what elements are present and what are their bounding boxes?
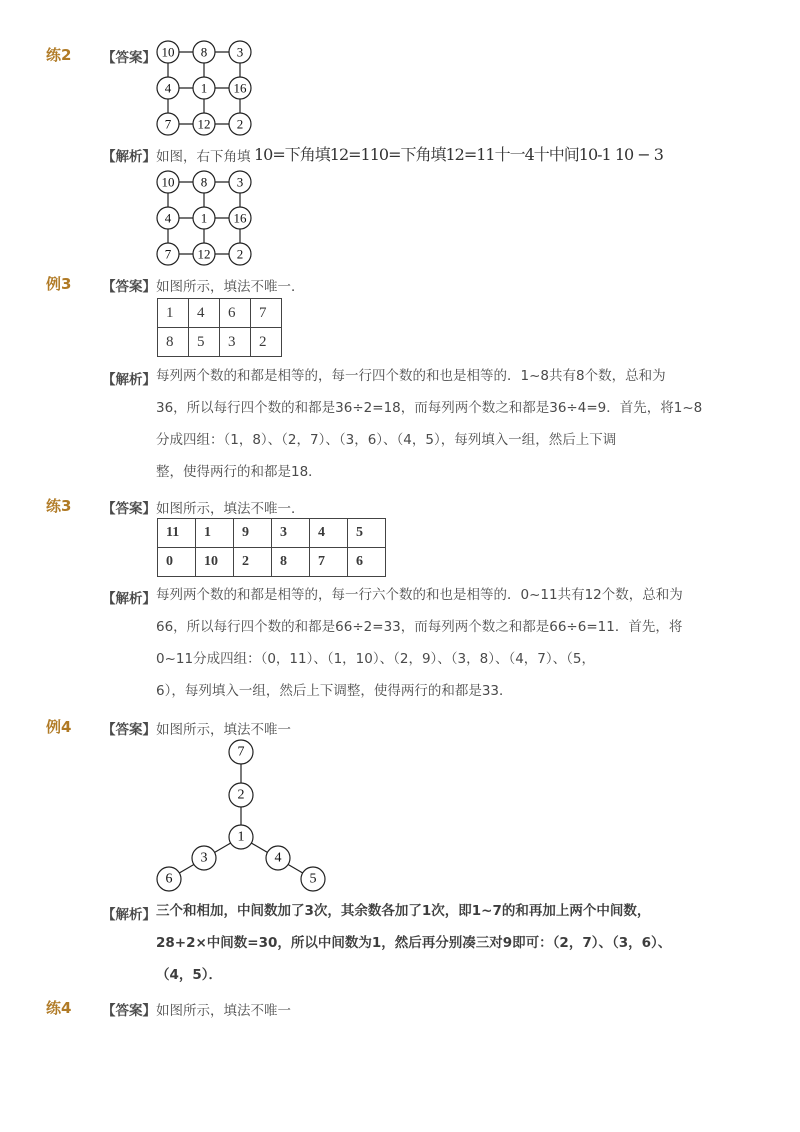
grid-cell: 10 xyxy=(161,44,175,60)
table-cell: 1 xyxy=(196,519,234,548)
question-label-lian3: 练3 xyxy=(46,497,72,515)
analysis-text: 如图，右下角填 xyxy=(156,149,251,165)
grid-cell: 3 xyxy=(236,174,244,190)
table-cell: 6 xyxy=(220,299,251,328)
table-cell: 7 xyxy=(310,548,348,577)
analysis-tag: 【解析】 xyxy=(102,591,156,607)
analysis-tag: 【解析】 xyxy=(102,372,156,388)
tree-node: 6 xyxy=(165,871,173,887)
circle-grid-answer xyxy=(152,36,256,140)
table-cell: 3 xyxy=(272,519,310,548)
grid-cell: 4 xyxy=(164,80,172,96)
grid-cell: 8 xyxy=(200,44,208,60)
analysis-line: 6），每列填入一组，然后上下调整，使得两行的和都是33． xyxy=(156,683,513,699)
grid-cell: 1 xyxy=(200,80,208,96)
analysis-line: 66，所以每行四个数的和都是66÷2=33，而每列两个数之和都是66÷6=11．首先，将 xyxy=(156,619,683,635)
table-cell: 2 xyxy=(234,548,272,577)
answer-text: 如图所示，填法不唯一 xyxy=(156,722,291,738)
analysis-line: 分成四组：（1，8）、（2，7）、（3，6）、（4，5），每列填入一组，然后上下调 xyxy=(156,432,617,448)
grid-cell: 8 xyxy=(200,174,208,190)
answer-table xyxy=(157,518,386,577)
table-cell: 5 xyxy=(348,519,386,548)
grid-cell: 2 xyxy=(236,246,244,262)
grid-cell: 10 xyxy=(161,174,175,190)
grid-cell: 12 xyxy=(197,246,211,262)
table-cell: 8 xyxy=(272,548,310,577)
answer-text: 如图所示，填法不唯一． xyxy=(156,501,305,517)
table-cell: 2 xyxy=(251,328,282,357)
tree-node: 3 xyxy=(200,850,208,866)
table-cell: 5 xyxy=(189,328,220,357)
grid-cell: 16 xyxy=(233,80,247,96)
tree-node: 5 xyxy=(309,871,317,887)
answer-table xyxy=(157,298,282,357)
table-cell: 7 xyxy=(251,299,282,328)
analysis-paragraph xyxy=(156,579,716,707)
answer-tag: 【答案】 xyxy=(102,722,156,738)
grid-cell: 16 xyxy=(233,210,247,226)
question-label-lian4: 练4 xyxy=(46,999,72,1017)
analysis-line: 0~11分成四组：（0，11）、（1，10）、（2，9）、（3，8）、（4，7）、（5， xyxy=(156,651,595,667)
analysis-math-overlap: 10=下角填12=110=下角填12=11十一4十中间10-1 10 − 3 xyxy=(254,145,663,164)
answer-tag: 【答案】 xyxy=(102,50,156,66)
circle-grid-analysis xyxy=(152,166,256,270)
table-cell: 4 xyxy=(189,299,220,328)
tree-node: 2 xyxy=(237,787,245,803)
grid-cell: 7 xyxy=(164,246,172,262)
table-cell: 11 xyxy=(158,519,196,548)
answer-tag: 【答案】 xyxy=(102,1003,156,1019)
answer-tag: 【答案】 xyxy=(102,501,156,517)
grid-cell: 1 xyxy=(200,210,208,226)
question-label-li3: 例3 xyxy=(46,275,72,293)
question-label-li4: 例4 xyxy=(46,718,72,736)
tree-node: 7 xyxy=(237,744,245,760)
answer-tag: 【答案】 xyxy=(102,279,156,295)
table-cell: 4 xyxy=(310,519,348,548)
analysis-line: 28+2×中间数=30，所以中间数为1，然后再分别凑三对9即可：（2，7）、（3，6）、 xyxy=(156,935,672,951)
grid-cell: 4 xyxy=(164,210,172,226)
tree-node: 4 xyxy=(274,850,282,866)
table-cell: 6 xyxy=(348,548,386,577)
analysis-tag: 【解析】 xyxy=(102,907,156,923)
analysis-line: 每列两个数的和都是相等的，每一行四个数的和也是相等的．1~8共有8个数，总和为 xyxy=(156,368,666,384)
y-shape-tree-diagram xyxy=(150,735,340,897)
table-cell: 8 xyxy=(158,328,189,357)
grid-cell: 7 xyxy=(164,116,172,132)
analysis-line: 36，所以每行四个数的和都是36÷2=18，而每列两个数之和都是36÷4=9．首先，将1~8 xyxy=(156,400,703,416)
question-label-lian2: 练2 xyxy=(46,46,72,64)
analysis-tag: 【解析】 xyxy=(102,149,156,165)
analysis-paragraph xyxy=(156,360,716,488)
table-cell: 10 xyxy=(196,548,234,577)
analysis-line: 三个和相加，中间数加了3次，其余数各加了1次，即1~7的和再加上两个中间数， xyxy=(156,903,651,919)
table-cell: 9 xyxy=(234,519,272,548)
analysis-paragraph xyxy=(156,895,726,991)
grid-cell: 2 xyxy=(236,116,244,132)
analysis-line: 每列两个数的和都是相等的，每一行六个数的和也是相等的．0~11共有12个数，总和为 xyxy=(156,587,683,603)
tree-node: 1 xyxy=(237,829,245,845)
table-cell: 0 xyxy=(158,548,196,577)
analysis-line: （4，5）． xyxy=(156,967,223,983)
grid-cell: 12 xyxy=(197,116,211,132)
analysis-line: 整，使得两行的和都是18． xyxy=(156,464,322,480)
table-cell: 3 xyxy=(220,328,251,357)
table-cell: 1 xyxy=(158,299,189,328)
grid-cell: 3 xyxy=(236,44,244,60)
answer-text: 如图所示，填法不唯一． xyxy=(156,279,305,295)
answer-text: 如图所示，填法不唯一 xyxy=(156,1003,291,1019)
